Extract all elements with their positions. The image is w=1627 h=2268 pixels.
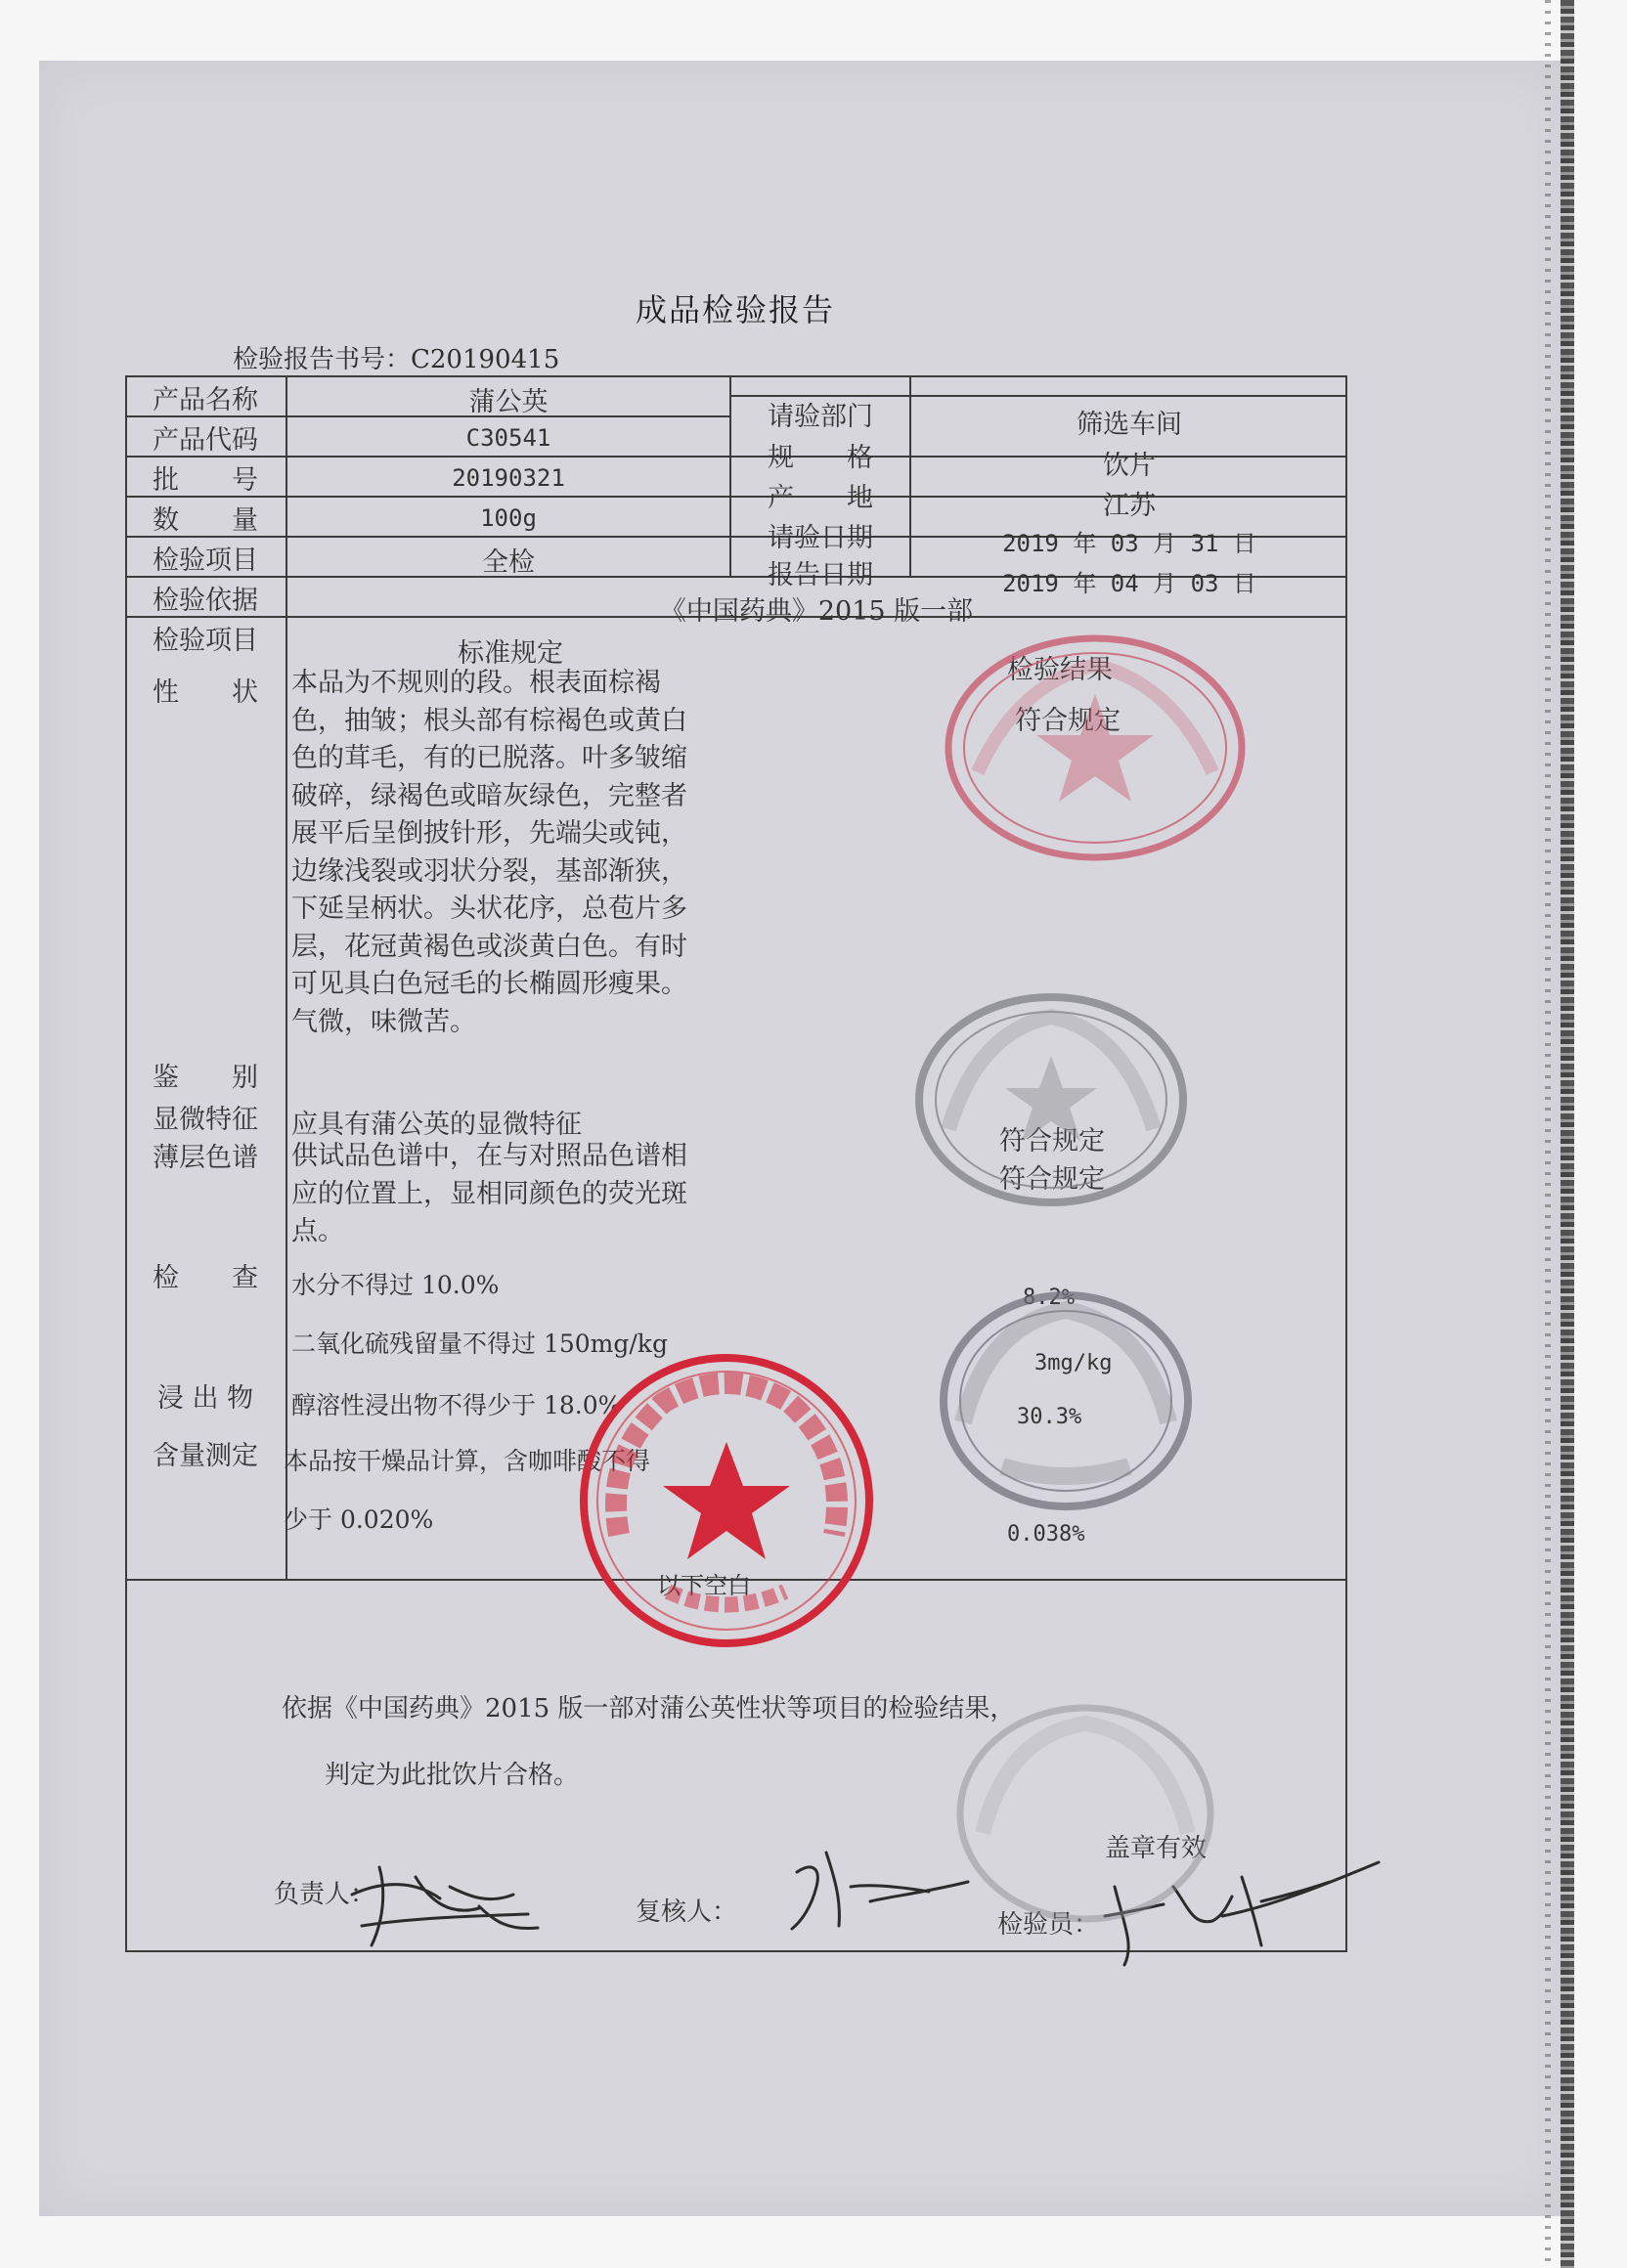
- extract-result: 30.3%: [1017, 1405, 1082, 1429]
- label-report-date: 报告日期: [768, 560, 873, 590]
- label-identification: 鉴 别: [153, 1063, 258, 1093]
- table-border-top: [125, 375, 1347, 377]
- label-responsible: 负责人：: [274, 1880, 376, 1909]
- appearance-line: 层，花冠黄褐色或淡黄白色。有时: [291, 931, 687, 962]
- stamp-gray-oval-2: [934, 1286, 1198, 1520]
- so2-result: 3mg/kg: [1034, 1351, 1113, 1375]
- appearance-line: 展平后呈倒披针形，先端尖或钝，: [291, 818, 687, 849]
- report-number: 检验报告书号：C20190415: [233, 345, 560, 374]
- value-report-date: 2019 年 04 月 03 日: [1002, 570, 1256, 597]
- scan-edge-shadow: [1545, 0, 1551, 2268]
- stamp-gray-oval-3: [948, 1696, 1222, 1931]
- tlc-line: 应的位置上，显相同颜色的荧光斑: [291, 1178, 687, 1209]
- extract-standard: 醇溶性浸出物不得少于 18.0%: [291, 1391, 622, 1419]
- appearance-standard: [291, 665, 741, 1041]
- water-standard: 水分不得过 10.0%: [291, 1271, 500, 1299]
- conclusion-line2: 判定为此批饮片合格。: [325, 1761, 580, 1790]
- label-quantity: 数 量: [153, 505, 258, 536]
- value-request-dept: 筛选车间: [1077, 410, 1182, 440]
- tlc-line: 点。: [291, 1216, 344, 1246]
- stamp-gray-oval-1: [909, 982, 1193, 1217]
- appearance-line: 本品为不规则的段。根表面棕褐: [291, 668, 661, 698]
- col-line: [909, 375, 911, 576]
- appearance-line: 可见具白色冠毛的长椭圆形瘦果。: [291, 969, 687, 999]
- label-assay: 含量测定: [153, 1441, 258, 1471]
- label-inspection: 检 查: [153, 1263, 258, 1293]
- label-product-code: 产品代码: [153, 425, 258, 456]
- col-line: [729, 375, 731, 576]
- label-extract: 浸 出 物: [156, 1383, 254, 1414]
- water-result: 8.2%: [1023, 1286, 1075, 1310]
- label-basis: 检验依据: [153, 586, 258, 616]
- label-test-items: 检验项目: [153, 545, 258, 576]
- appearance-line: 色的茸毛，有的已脱落。叶多皱缩: [291, 743, 687, 773]
- report-title: 成品检验报告: [636, 291, 836, 328]
- scan-edge: [1561, 0, 1574, 2268]
- label-origin: 产 地: [768, 483, 873, 513]
- appearance-line: 破碎，绿褐色或暗灰绿色，完整者: [291, 780, 687, 811]
- label-appearance: 性 状: [153, 677, 258, 708]
- appearance-result: 符合规定: [1015, 706, 1121, 736]
- column-header-item: 检验项目: [153, 626, 258, 656]
- so2-standard: 二氧化硫残留量不得过 150mg/kg: [291, 1330, 668, 1358]
- value-basis: 《中国药典》2015 版一部: [659, 596, 974, 627]
- tlc-standard: [291, 1138, 741, 1251]
- value-spec: 饮片: [1103, 451, 1156, 481]
- assay-standard-line1: 本品按干燥品计算，含咖啡酸不得: [284, 1447, 651, 1475]
- appearance-line: 气微，味微苦。: [291, 1006, 476, 1037]
- value-test-items: 全检: [482, 547, 535, 578]
- value-origin: 江苏: [1103, 491, 1156, 521]
- tlc-line: 供试品色谱中，在与对照品色谱相: [291, 1141, 687, 1171]
- label-request-dept: 请验部门: [768, 402, 873, 432]
- label-microscopic: 显微特征: [153, 1105, 258, 1135]
- assay-result: 0.038%: [1007, 1522, 1085, 1547]
- appearance-line: 色，抽皱；根头部有棕褐色或黄白: [291, 705, 687, 736]
- stamp-pink-oval: [939, 626, 1252, 870]
- value-batch-no: 20190321: [452, 464, 565, 492]
- value-quantity: 100g: [480, 504, 537, 532]
- label-request-date: 请验日期: [768, 523, 873, 553]
- value-request-date: 2019 年 03 月 31 日: [1002, 530, 1256, 557]
- label-batch-no: 批 号: [153, 465, 258, 496]
- seal-note: 盖章有效: [1105, 1834, 1208, 1863]
- col-line: [286, 375, 287, 1579]
- table-border-right: [1345, 375, 1347, 1950]
- assay-standard-line2: 少于 0.020%: [284, 1505, 434, 1534]
- column-header-result: 检验结果: [1007, 655, 1113, 685]
- label-inspector: 检验员：: [997, 1910, 1100, 1940]
- value-product-code: C30541: [465, 424, 551, 452]
- label-reviewer: 复核人：: [636, 1897, 738, 1927]
- label-tlc: 薄层色谱: [153, 1143, 258, 1173]
- table-border-left: [125, 375, 127, 1950]
- tlc-result: 符合规定: [999, 1164, 1105, 1195]
- blank-note: 以下空白: [657, 1572, 751, 1599]
- signature-responsible: [332, 1848, 557, 1955]
- appearance-line: 下延呈柄状。头状花序，总苞片多: [291, 894, 687, 924]
- label-spec: 规 格: [768, 443, 873, 473]
- value-product-name: 蒲公英: [468, 387, 549, 417]
- conclusion-line1: 依据《中国药典》2015 版一部对蒲公英性状等项目的检验结果，: [282, 1694, 1016, 1723]
- microscopic-result: 符合规定: [999, 1126, 1105, 1156]
- appearance-line: 边缘浅裂或羽状分裂，基部渐狭，: [291, 855, 687, 887]
- microscopic-standard: 应具有蒲公英的显微特征: [291, 1110, 582, 1140]
- stamp-red-round: [575, 1349, 878, 1652]
- column-header-standard: 标准规定: [458, 638, 563, 669]
- label-product-name: 产品名称: [153, 385, 258, 415]
